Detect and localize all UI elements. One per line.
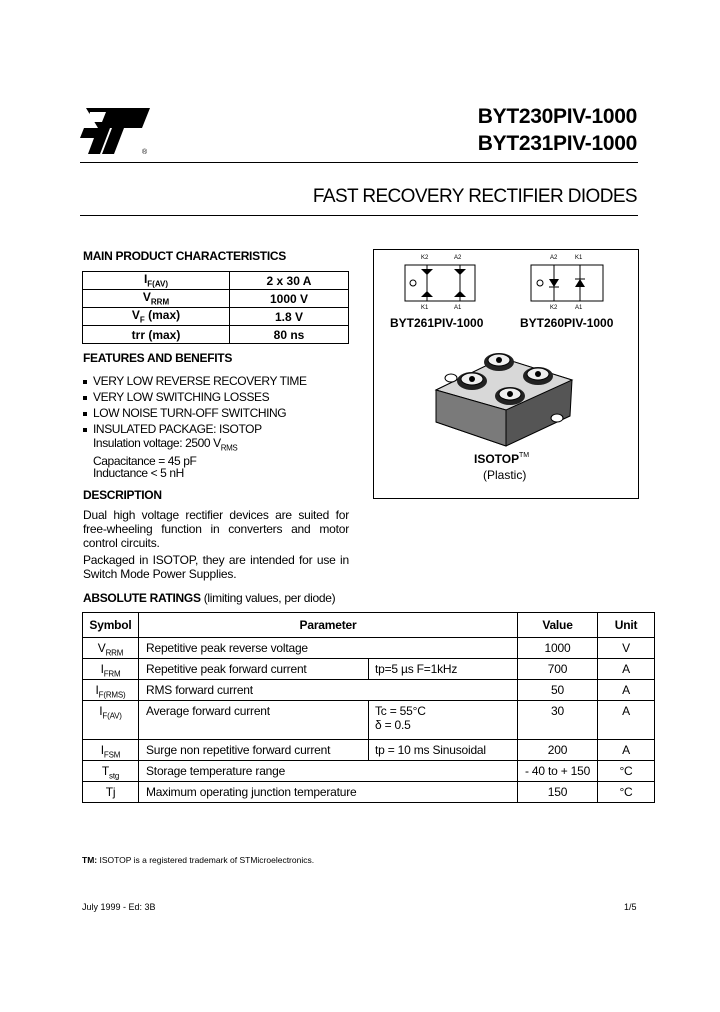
isotop-name: ISOTOP	[474, 452, 520, 466]
header-rule	[80, 162, 638, 163]
bullet-icon	[83, 396, 87, 400]
ratings-heading: ABSOLUTE RATINGS (limiting values, per diode)	[83, 591, 336, 605]
trademark-footnote: TM: ISOTOP is a registered trademark of STMicroelectronics.	[82, 855, 315, 865]
table-row: Tj Maximum operating junction temperature 150 °C	[83, 782, 655, 803]
table-row: $I_{FSM}$ Surge non repetitive forward current tp = 10 ms Sinusoidal 200 A	[83, 740, 655, 761]
package-illustration	[374, 250, 638, 498]
package-box	[373, 249, 639, 499]
features-heading: FEATURES AND BENEFITS	[83, 351, 233, 365]
list-item: VERY LOW REVERSE RECOVERY TIME	[83, 373, 307, 389]
part-number-titles	[478, 103, 637, 157]
main-characteristics-heading: MAIN PRODUCT CHARACTERISTICS	[83, 249, 286, 263]
main-characteristics-table	[82, 271, 349, 344]
description-paragraph: Packaged in ISOTOP, they are intended for use in Switch Mode Power Supplies.	[83, 553, 349, 581]
trademark-mark: TM	[519, 452, 530, 459]
description-body	[83, 508, 349, 584]
description-paragraph: Dual high voltage rectifier devices are suited for free-wheeling function in converters and motor control circuits.	[83, 508, 349, 550]
pin-label: K2	[421, 255, 429, 261]
pin-label: K1	[575, 255, 583, 261]
table-row: $V_F$ (max) 1.8 V	[83, 308, 349, 326]
svg-text:®: ®	[142, 149, 148, 156]
list-item: INSULATED PACKAGE: ISOTOP	[83, 421, 307, 437]
page-number: 1/5	[624, 902, 637, 912]
description-heading: DESCRIPTION	[83, 488, 162, 502]
capacitance: Capacitance = 45 pF	[93, 453, 197, 468]
table-row: trr (max) 80 ns	[83, 326, 349, 344]
isotop-package-drawing	[436, 353, 572, 446]
edition-date: July 1999 - Ed: 3B	[82, 902, 156, 912]
table-row: $T_{stg}$ Storage temperature range - 40 to + 150 °C	[83, 761, 655, 782]
title-line-2: BYT231PIV-1000	[477, 132, 637, 155]
table-row: $I_{FRM}$ Repetitive peak forward current tp=5 µs F=1kHz 700 A	[83, 659, 655, 680]
pin-label: A2	[550, 255, 558, 261]
table-row: $I_{F(RMS)}$ RMS forward current 50 A	[83, 680, 655, 701]
package-material: (Plastic)	[483, 468, 527, 482]
table-row: $V_{RRM}$ Repetitive peak reverse voltage 1000 V	[83, 638, 655, 659]
title-line-1: BYT230PIV-1000	[477, 105, 637, 128]
byt261-schematic	[405, 255, 475, 311]
byt260-label: BYT260PIV-1000	[520, 316, 614, 330]
pin-label: A1	[454, 305, 462, 311]
table-header-row: Symbol Parameter Value Unit	[83, 613, 655, 638]
byt260-schematic	[531, 255, 603, 311]
bullet-icon	[83, 428, 87, 432]
pin-label: A1	[575, 305, 583, 311]
table-row: $I_{F(AV)}$ 2 x 30 A	[83, 272, 349, 290]
insulation-voltage: Insulation voltage: 2500 $V_{RMS}$	[93, 436, 238, 453]
page-subtitle: FAST RECOVERY RECTIFIER DIODES	[312, 186, 637, 207]
byt261-label: BYT261PIV-1000	[390, 316, 484, 330]
list-item: VERY LOW SWITCHING LOSSES	[83, 389, 307, 405]
table-row: $V_{RRM}$ 1000 V	[83, 290, 349, 308]
bullet-icon	[83, 412, 87, 416]
subtitle-rule	[80, 215, 638, 216]
table-row: $I_{F(AV)}$ Average forward current Tc = 55°C δ = 0.5 30 A	[83, 701, 655, 740]
inductance: Inductance < 5 nH	[93, 466, 184, 481]
pin-label: A2	[454, 255, 462, 261]
bullet-icon	[83, 380, 87, 384]
list-item: LOW NOISE TURN-OFF SWITCHING	[83, 405, 307, 421]
st-logo	[80, 108, 150, 156]
features-list	[83, 373, 307, 480]
pin-label: K1	[421, 305, 429, 311]
absolute-ratings-table	[82, 612, 655, 803]
pin-label: K2	[550, 305, 558, 311]
